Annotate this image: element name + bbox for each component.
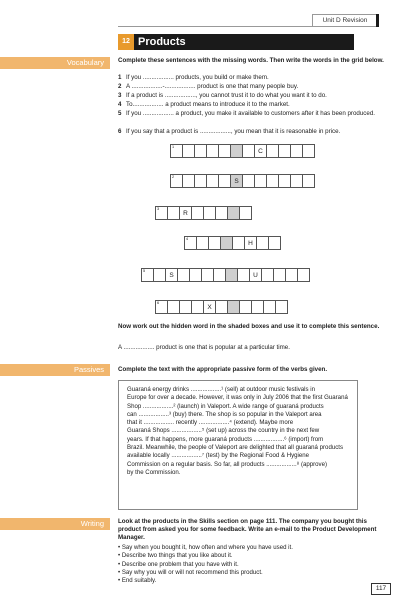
crossword-row-4 xyxy=(184,236,280,250)
hidden-word-instruction: Now work out the hidden word in the shaded boxes and use it to complete this sentence. xyxy=(118,323,380,330)
cell[interactable] xyxy=(302,144,315,158)
cell[interactable]: 2 xyxy=(170,174,183,188)
bullet-item: • Say why you will or will not recommend this product. xyxy=(118,569,388,577)
cell[interactable] xyxy=(275,300,288,314)
cell[interactable] xyxy=(268,236,281,250)
sentence-3: 3 If a product is .................., you cannot trust it to do what you want it to do. xyxy=(118,92,327,99)
cell[interactable]: X xyxy=(203,300,216,314)
page-number: 117 xyxy=(371,583,391,595)
cell[interactable]: 4 xyxy=(184,236,197,250)
vocabulary-instruction: Complete these sentences with the missing words. Then write the words in the grid below. xyxy=(118,57,384,64)
passive-line: years. If that happens, more guaraná products ..................⁶ (import) from xyxy=(127,435,324,443)
cell[interactable]: C xyxy=(254,144,267,158)
passive-line: Guaraná energy drinks ..................¹ (sell) at outdoor music festivals in xyxy=(127,386,315,393)
bullet-item: • Say when you bought it, how often and where you have used it. xyxy=(118,544,388,552)
passive-line: Shop ..................² (launch) in Valeport. A wide range of guaraná products xyxy=(127,402,324,410)
bullet-item: • Describe one problem that you have with it. xyxy=(118,561,388,569)
crossword-row-1 xyxy=(170,144,314,158)
section-title-bar xyxy=(118,34,354,50)
crossword-row-5 xyxy=(141,268,309,282)
sentence-5: 5 If you .................. a product, you make it available to customers after it has been produced. xyxy=(118,110,376,117)
unit-label: Unit D Revision xyxy=(312,14,378,27)
section-title: Products xyxy=(138,36,186,48)
passive-line: can ..................³ (buy) there. The shop is so popular in the Valeport area xyxy=(127,410,322,418)
section-number: 12 xyxy=(118,34,134,50)
sentence-1: 1 If you .................. products, you build or make them. xyxy=(118,74,269,81)
header-marker xyxy=(376,14,379,27)
writing-bullets xyxy=(118,544,388,585)
passive-line: that it .................. recently ..................⁴ (extend). Maybe more xyxy=(127,419,294,427)
passive-line: by the Commission. xyxy=(127,468,181,476)
cell[interactable]: U xyxy=(249,268,262,282)
writing-instruction: Look at the products in the Skills section on page 111. The company you bought this product from asked you for some feedback. Write an e-mail to the Product Development Manager. xyxy=(118,518,377,541)
sentence-2: 2 A ..................-.................. product is one that many people buy. xyxy=(118,83,299,90)
crossword-row-6 xyxy=(155,300,287,314)
passive-text-box xyxy=(118,380,358,510)
cell[interactable]: 1 xyxy=(170,144,183,158)
cell[interactable] xyxy=(302,174,315,188)
passives-label: Passives xyxy=(0,364,110,376)
sentence-6: 6 If you say that a product is .................., you mean that it is reasonable in price. xyxy=(118,128,341,135)
passive-line: Europe for over a decade. However, it was only in July 2006 that the first Guaraná xyxy=(127,394,348,402)
sentence-4: 4 To.................. a product means to introduce it to the market. xyxy=(118,101,290,108)
cell[interactable]: R xyxy=(179,206,192,220)
cell[interactable]: 5 xyxy=(141,268,154,282)
passive-line: Brazil. Meanwhile, the people of Valeport are delighted that all guaraná products xyxy=(127,444,344,452)
writing-label: Writing xyxy=(0,518,110,530)
cell[interactable]: S xyxy=(165,268,178,282)
passive-line: Commission on a regular basis. So far, all products ..................⁸ (approve) xyxy=(127,460,328,468)
cell[interactable] xyxy=(239,206,252,220)
hidden-word-sentence: A .................. product is one that is popular at a particular time. xyxy=(118,344,290,351)
passives-instruction: Complete the text with the appropriate passive form of the verbs given. xyxy=(118,366,328,373)
cell[interactable]: 6 xyxy=(155,300,168,314)
crossword-row-2 xyxy=(170,174,314,188)
passive-line: Guaraná Shops ..................⁵ (set up) across the country in the next few xyxy=(127,427,320,435)
shaded-cell[interactable]: S xyxy=(230,174,243,188)
bullet-item: • Describe two things that you like about it. xyxy=(118,552,388,560)
vocabulary-label: Vocabulary xyxy=(0,57,110,69)
cell[interactable]: 3 xyxy=(155,206,168,220)
passive-line: available locally ..................⁷ (test) by the Regional Food & Hygiene xyxy=(127,452,310,460)
crossword-row-3 xyxy=(155,206,251,220)
bullet-item: • End suitably. xyxy=(118,577,388,585)
cell[interactable]: H xyxy=(244,236,257,250)
cell[interactable] xyxy=(297,268,310,282)
header-rule xyxy=(118,26,376,27)
